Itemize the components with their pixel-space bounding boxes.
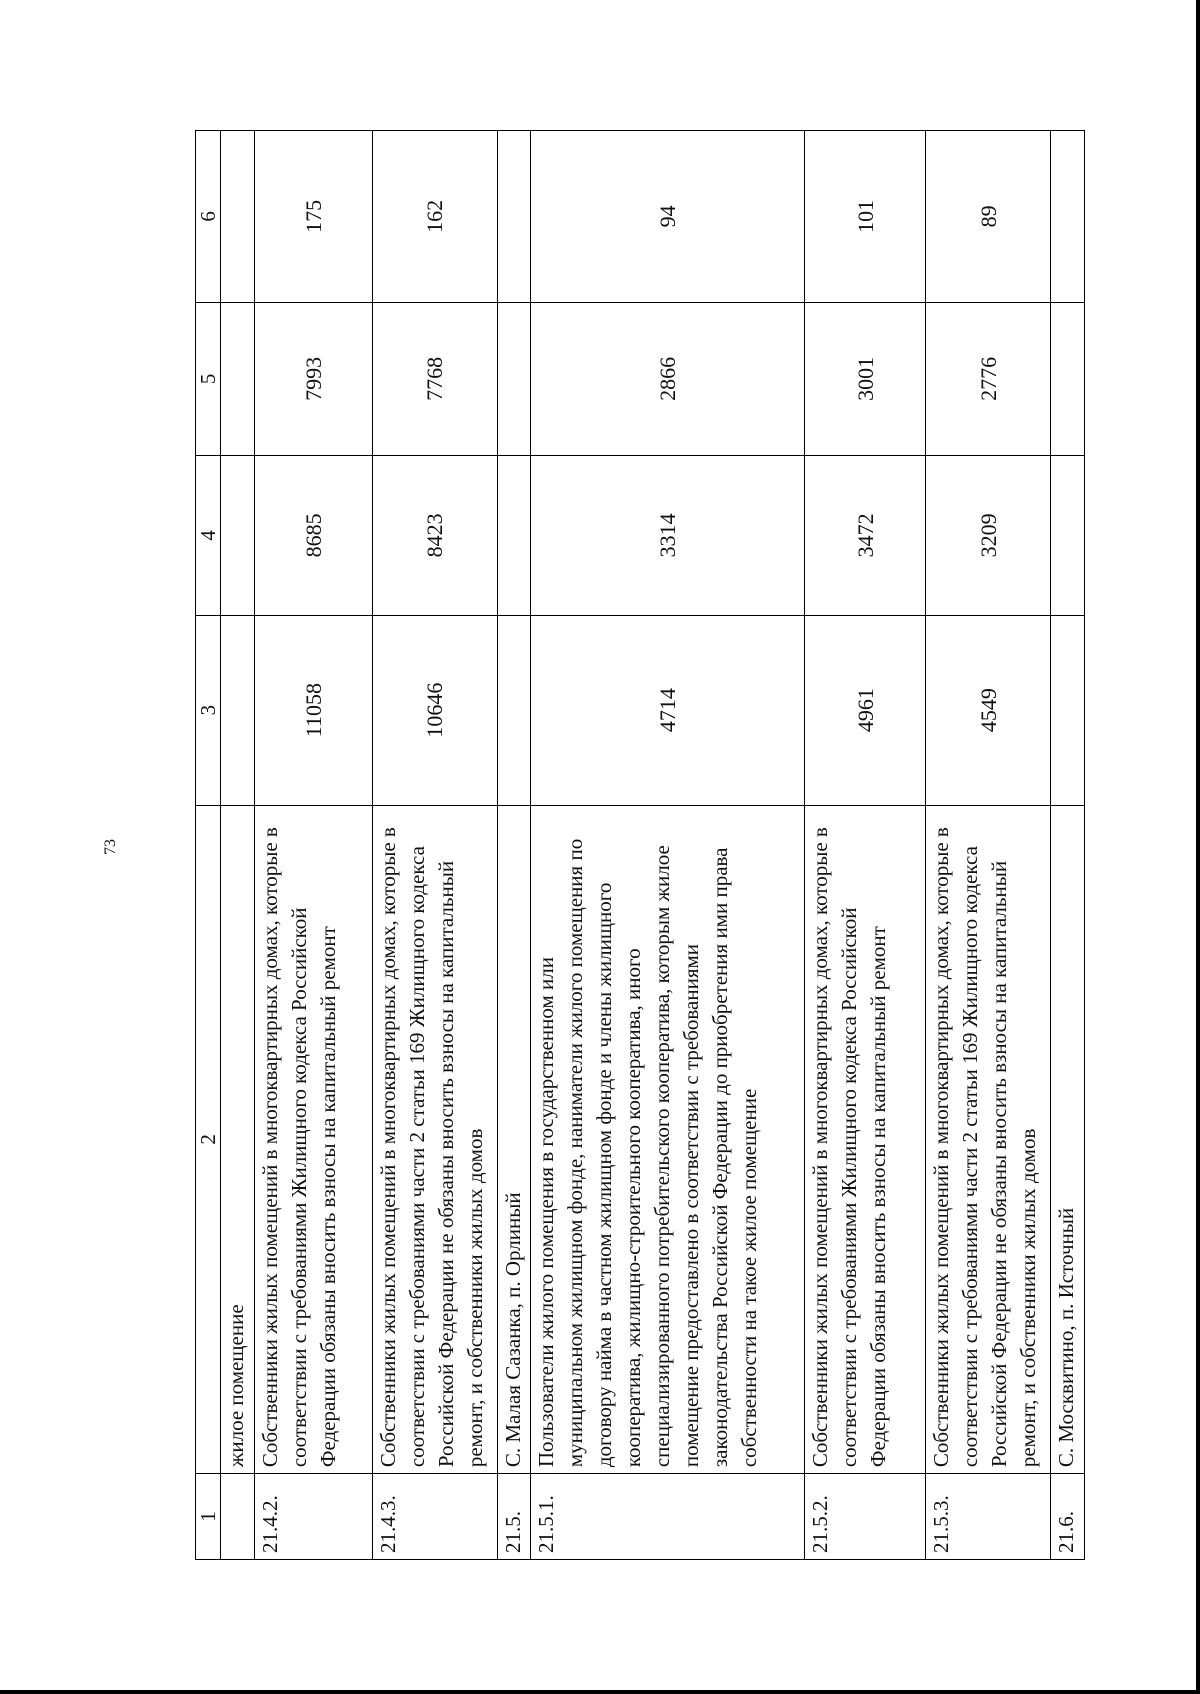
- row-value-3: [1051, 615, 1085, 805]
- table-row: [254, 131, 372, 1560]
- row-value-4: [221, 456, 255, 615]
- table-row: [531, 131, 805, 1560]
- table-row: [497, 131, 531, 1560]
- header-cell-6: 6: [196, 131, 221, 303]
- row-value-6: [1051, 131, 1085, 303]
- row-value-3: [497, 615, 531, 805]
- row-text: С. Малая Сазанка, п. Орлиный: [497, 805, 531, 1474]
- row-value-4: 3314: [531, 456, 805, 615]
- header-row: [196, 131, 221, 1560]
- table-wrapper: [195, 130, 1085, 1560]
- row-code: 21.5.2.: [805, 1474, 926, 1560]
- rotated-table-region: [195, 130, 1085, 1560]
- row-value-6: 175: [254, 131, 372, 303]
- header-cell-3: 3: [196, 615, 221, 805]
- row-text: Собственники жилых помещений в многоквартирных домах, которые в соответствии с требованиями Жилищного кодекса Российской Федерации обязаны вносить взносы на капитальный ремонт: [254, 805, 372, 1474]
- row-code: 21.6.: [1051, 1474, 1085, 1560]
- table-row: [372, 131, 497, 1560]
- row-text: С. Москвитино, п. Источный: [1051, 805, 1085, 1474]
- row-value-3: 4961: [805, 615, 926, 805]
- table-row: [221, 131, 255, 1560]
- row-code: [221, 1474, 255, 1560]
- row-value-5: 3001: [805, 302, 926, 455]
- row-value-6: 94: [531, 131, 805, 303]
- header-cell-2: 2: [196, 805, 221, 1474]
- row-value-4: 3209: [926, 456, 1051, 615]
- row-value-5: 7993: [254, 302, 372, 455]
- row-value-3: 4549: [926, 615, 1051, 805]
- page-number: 73: [102, 839, 119, 855]
- row-value-6: [497, 131, 531, 303]
- row-code: 21.4.2.: [254, 1474, 372, 1560]
- row-value-5: [221, 302, 255, 455]
- row-text: Собственники жилых помещений в многоквартирных домах, которые в соответствии с требованиями части 2 статьи 169 Жилищного кодекса Российской Федерации не обязаны вносить взносы на капитальный ремонт, и собственники жилых домов: [926, 805, 1051, 1474]
- row-value-4: [1051, 456, 1085, 615]
- tariff-table: [195, 130, 1085, 1560]
- row-value-6: 162: [372, 131, 497, 303]
- row-value-5: [497, 302, 531, 455]
- table-row: [805, 131, 926, 1560]
- row-code: 21.5.3.: [926, 1474, 1051, 1560]
- row-value-5: 2866: [531, 302, 805, 455]
- row-text: Пользователи жилого помещения в государственном или муниципальном жилищном фонде, наниматели жилого помещения по договору найма в частном жилищном фонде и члены жилищного кооператива, жилищно-строительного кооператива, иного специализированного потребительского кооператива, которым жилое помещение предоставлено в соответствии с требованиями законодательства Российской Федерации до приобретения ими права собственности на такое жилое помещение: [531, 805, 805, 1474]
- row-text: Собственники жилых помещений в многоквартирных домах, которые в соответствии с требованиями Жилищного кодекса Российской Федерации обязаны вносить взносы на капитальный ремонт: [805, 805, 926, 1474]
- row-value-4: [497, 456, 531, 615]
- table-row: [926, 131, 1051, 1560]
- header-cell-5: 5: [196, 302, 221, 455]
- row-value-3: [221, 615, 255, 805]
- row-text: Собственники жилых помещений в многоквартирных домах, которые в соответствии с требованиями части 2 статьи 169 Жилищного кодекса Российской Федерации не обязаны вносить взносы на капитальный ремонт, и собственники жилых домов: [372, 805, 497, 1474]
- row-code: 21.5.: [497, 1474, 531, 1560]
- row-value-6: 89: [926, 131, 1051, 303]
- row-value-6: 101: [805, 131, 926, 303]
- table-row: [1051, 131, 1085, 1560]
- row-value-6: [221, 131, 255, 303]
- header-cell-4: 4: [196, 456, 221, 615]
- row-value-3: 10646: [372, 615, 497, 805]
- row-code: 21.5.1.: [531, 1474, 805, 1560]
- row-value-5: [1051, 302, 1085, 455]
- row-value-3: 4714: [531, 615, 805, 805]
- row-value-3: 11058: [254, 615, 372, 805]
- row-code: 21.4.3.: [372, 1474, 497, 1560]
- row-value-4: 3472: [805, 456, 926, 615]
- row-value-5: 2776: [926, 302, 1051, 455]
- row-value-5: 7768: [372, 302, 497, 455]
- row-value-4: 8423: [372, 456, 497, 615]
- row-text: жилое помещение: [221, 805, 255, 1474]
- header-cell-1: 1: [196, 1474, 221, 1560]
- row-value-4: 8685: [254, 456, 372, 615]
